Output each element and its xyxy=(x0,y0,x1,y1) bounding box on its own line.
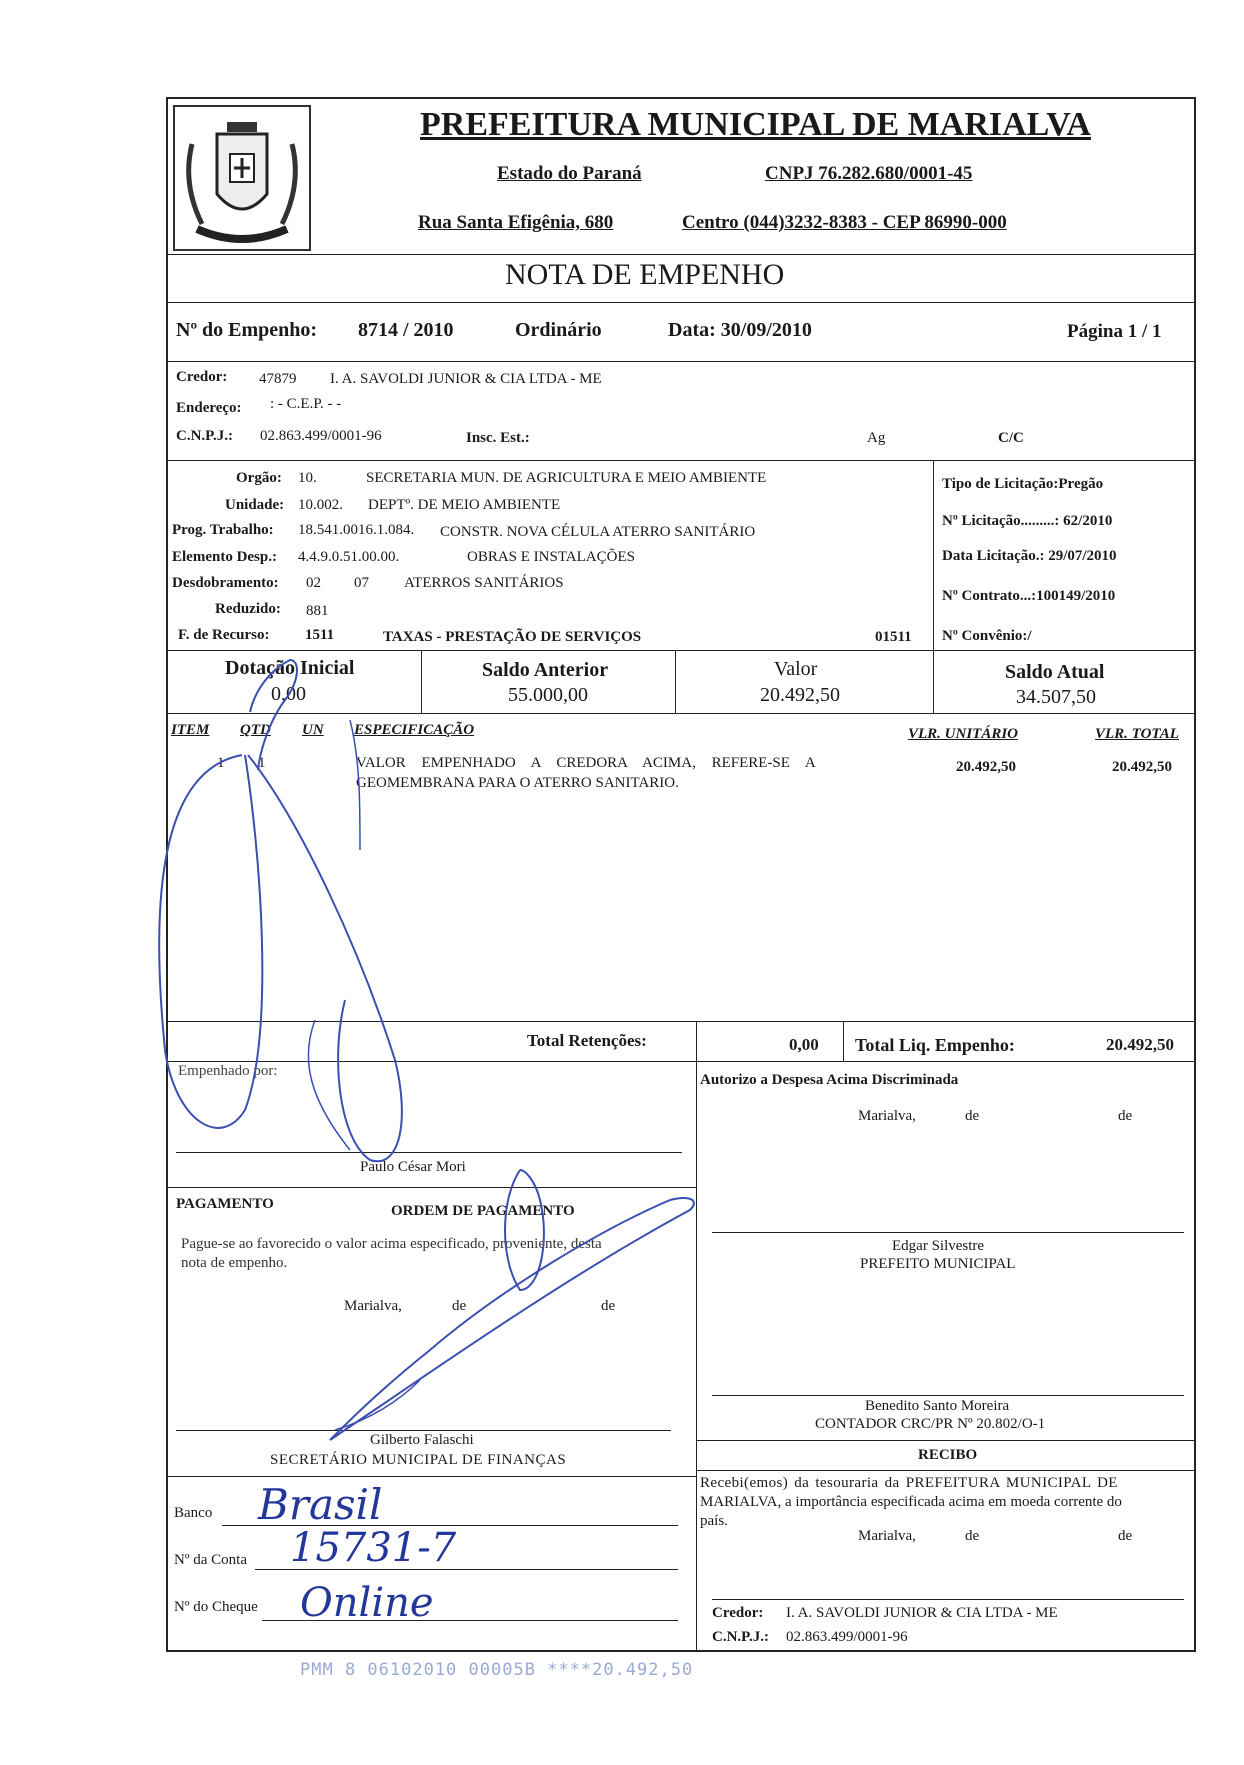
banco-label: Banco xyxy=(174,1505,213,1521)
recibo-cnpj-value: 02.863.499/0001-96 xyxy=(786,1629,908,1645)
col-un: UN xyxy=(302,722,324,738)
empenho-number-label: Nº do Empenho: xyxy=(176,319,318,341)
col-vlr-unitario: VLR. UNITÁRIO xyxy=(908,726,1019,742)
orgao-name: SECRETARIA MUN. DE AGRICULTURA E MEIO AMBIENTE xyxy=(366,470,767,486)
divider xyxy=(421,650,422,713)
item-qtd: 1 xyxy=(258,755,266,771)
orgao-label: Orgão: xyxy=(236,470,282,486)
item-espec-line2: GEOMEMBRANA PARA O ATERRO SANITARIO. xyxy=(356,775,679,791)
endereco-value: : - C.E.P. - - xyxy=(270,396,342,412)
recibo-de1: de xyxy=(965,1528,980,1544)
valor-label: Valor xyxy=(774,658,818,680)
pagamento-place: Marialva, xyxy=(344,1298,402,1314)
divider xyxy=(166,1187,696,1188)
recibo-credor-label: Credor: xyxy=(712,1605,764,1621)
prefeito-role: PREFEITO MUNICIPAL xyxy=(860,1256,1016,1272)
col-item: ITEM xyxy=(171,722,210,738)
divider xyxy=(933,650,934,713)
cnpj-credor-label: C.N.P.J.: xyxy=(176,428,233,444)
signature-line xyxy=(176,1430,671,1431)
reduzido-label: Reduzido: xyxy=(215,601,281,617)
recurso-name: TAXAS - PRESTAÇÃO DE SERVIÇOS xyxy=(383,629,642,645)
divider xyxy=(696,1021,697,1061)
dotacao-inicial-value: 0,00 xyxy=(271,683,306,705)
insc-label: Insc. Est.: xyxy=(466,430,530,446)
recibo-label: RECIBO xyxy=(918,1447,978,1463)
elemento-name: OBRAS E INSTALAÇÕES xyxy=(467,549,635,565)
empenhado-name: Paulo César Mori xyxy=(360,1159,466,1175)
divider xyxy=(166,361,1196,362)
recibo-line1: Recebi(emos) da tesouraria da PREFEITURA MUNICIPAL DE xyxy=(700,1475,1118,1491)
empenho-type: Ordinário xyxy=(515,319,602,341)
recurso-code: 1511 xyxy=(305,627,335,643)
pagamento-label: PAGAMENTO xyxy=(176,1196,274,1212)
divider xyxy=(675,650,676,713)
pagamento-de1: de xyxy=(452,1298,467,1314)
item-vlr-unitario: 20.492,50 xyxy=(956,759,1016,775)
signature-line xyxy=(712,1599,1184,1600)
saldo-atual-value: 34.507,50 xyxy=(1016,686,1096,708)
divider xyxy=(166,1061,1196,1062)
col-vlr-total: VLR. TOTAL xyxy=(1095,726,1179,742)
recurso-label: F. de Recurso: xyxy=(178,627,270,643)
page-number: Página 1 / 1 xyxy=(1067,321,1162,342)
recibo-line3: país. xyxy=(700,1513,728,1529)
signature-line xyxy=(712,1232,1184,1233)
divider xyxy=(166,1021,1196,1022)
divider xyxy=(696,1470,1196,1471)
saldo-anterior-value: 55.000,00 xyxy=(508,684,588,706)
divider xyxy=(696,1440,1196,1441)
divider xyxy=(166,302,1196,303)
pagamento-signer-role: SECRETÁRIO MUNICIPAL DE FINANÇAS xyxy=(270,1452,567,1468)
empenhado-label: Empenhado por: xyxy=(178,1063,278,1079)
recibo-place: Marialva, xyxy=(858,1528,916,1544)
desdob-name: ATERROS SANITÁRIOS xyxy=(404,575,564,591)
unidade-label: Unidade: xyxy=(225,497,285,513)
autorizo-label: Autorizo a Despesa Acima Discriminada xyxy=(700,1072,959,1088)
conta-handwritten: 15731-7 xyxy=(290,1525,457,1571)
recibo-de2: de xyxy=(1118,1528,1133,1544)
total-liq-value: 20.492,50 xyxy=(1106,1035,1174,1054)
cnpj-credor-value: 02.863.499/0001-96 xyxy=(260,428,382,444)
prefeito-name: Edgar Silvestre xyxy=(892,1238,985,1254)
col-qtd: QTD xyxy=(240,722,271,738)
item-espec-line1: VALOR EMPENHADO A CREDORA ACIMA, REFERE-SE A xyxy=(356,755,816,771)
divider xyxy=(166,254,1196,255)
licitacao-tipo: Tipo de Licitação:Pregão xyxy=(942,476,1104,492)
cheque-handwritten: Online xyxy=(300,1580,434,1626)
pagamento-text1: Pague-se ao favorecido o valor acima especificado, proveniente, desta xyxy=(181,1236,602,1252)
unidade-name: DEPTº. DE MEIO AMBIENTE xyxy=(368,497,561,513)
contador-role: CONTADOR CRC/PR Nº 20.802/O-1 xyxy=(815,1416,1046,1432)
ag-label: Ag xyxy=(867,430,886,446)
desdob-code1: 02 xyxy=(306,575,321,591)
credor-name: I. A. SAVOLDI JUNIOR & CIA LTDA - ME xyxy=(330,371,602,387)
convenio-numero: Nº Convênio:/ xyxy=(942,628,1032,644)
divider xyxy=(166,460,1196,461)
licitacao-numero: Nº Licitação.........: 62/2010 xyxy=(942,513,1113,529)
autorizo-place: Marialva, xyxy=(858,1108,916,1124)
prefeitura-title: PREFEITURA MUNICIPAL DE MARIALVA xyxy=(420,106,1091,143)
state-label: Estado do Paraná xyxy=(497,163,642,184)
reduzido-value: 881 xyxy=(306,603,329,619)
empenho-date: Data: 30/09/2010 xyxy=(668,319,812,341)
contrato-numero: Nº Contrato...:100149/2010 xyxy=(942,588,1116,604)
item-vlr-total: 20.492,50 xyxy=(1112,759,1172,775)
signature-line xyxy=(176,1152,682,1153)
item-number: 1 xyxy=(217,755,225,771)
unidade-code: 10.002. xyxy=(298,497,343,513)
divider xyxy=(166,1476,696,1477)
elemento-code: 4.4.9.0.51.00.00. xyxy=(298,549,400,565)
elemento-label: Elemento Desp.: xyxy=(172,549,277,565)
desdob-code2: 07 xyxy=(354,575,369,591)
cc-label: C/C xyxy=(998,430,1024,446)
saldo-anterior-label: Saldo Anterior xyxy=(482,659,609,681)
machine-stamp: PMM 8 06102010 00005B ****20.492,50 xyxy=(300,1660,694,1680)
recibo-cnpj-label: C.N.P.J.: xyxy=(712,1629,769,1645)
prog-code: 18.541.0016.1.084. xyxy=(298,522,415,538)
cnpj-label: CNPJ 76.282.680/0001-45 xyxy=(765,163,973,184)
total-liq-label: Total Liq. Empenho: xyxy=(855,1035,1015,1055)
pagamento-signer: Gilberto Falaschi xyxy=(370,1432,474,1448)
prog-label: Prog. Trabalho: xyxy=(172,522,274,538)
retencoes-value: 0,00 xyxy=(789,1035,819,1054)
empenho-number: 8714 / 2010 xyxy=(358,319,454,341)
cheque-label: Nº do Cheque xyxy=(174,1599,258,1615)
recibo-credor-name: I. A. SAVOLDI JUNIOR & CIA LTDA - ME xyxy=(786,1605,1058,1621)
conta-label: Nº da Conta xyxy=(174,1552,247,1568)
doc-title: NOTA DE EMPENHO xyxy=(505,258,785,291)
address-rest: Centro (044)3232-8383 - CEP 86990-000 xyxy=(682,212,1007,233)
prog-name: CONSTR. NOVA CÉLULA ATERRO SANITÁRIO xyxy=(440,524,756,540)
orgao-code: 10. xyxy=(298,470,317,486)
credor-code: 47879 xyxy=(259,371,297,387)
divider xyxy=(696,1061,697,1652)
dotacao-inicial-label: Dotação Inicial xyxy=(225,657,355,679)
street-address: Rua Santa Efigênia, 680 xyxy=(418,212,614,233)
valor-value: 20.492,50 xyxy=(760,684,840,706)
divider xyxy=(933,460,934,650)
autorizo-de1: de xyxy=(965,1108,980,1124)
divider xyxy=(843,1021,844,1061)
autorizo-de2: de xyxy=(1118,1108,1133,1124)
divider xyxy=(166,713,1196,714)
retencoes-label: Total Retenções: xyxy=(527,1031,647,1050)
licitacao-data: Data Licitação.: 29/07/2010 xyxy=(942,548,1117,564)
municipal-crest-icon xyxy=(172,104,312,252)
pagamento-text2: nota de empenho. xyxy=(181,1255,288,1271)
banco-handwritten: Brasil xyxy=(258,1480,383,1529)
credor-label: Credor: xyxy=(176,369,228,385)
desdob-label: Desdobramento: xyxy=(172,575,279,591)
recurso-code2: 01511 xyxy=(875,629,912,645)
divider xyxy=(166,650,1196,651)
contador-name: Benedito Santo Moreira xyxy=(865,1398,1010,1414)
col-especificacao: ESPECIFICAÇÃO xyxy=(354,722,475,738)
endereco-label: Endereço: xyxy=(176,400,242,416)
recibo-line2: MARIALVA, a importância especificada acima em moeda corrente do xyxy=(700,1494,1122,1510)
saldo-atual-label: Saldo Atual xyxy=(1005,661,1105,683)
ordem-pagamento-label: ORDEM DE PAGAMENTO xyxy=(391,1203,575,1219)
pagamento-de2: de xyxy=(601,1298,616,1314)
signature-line xyxy=(712,1395,1184,1396)
